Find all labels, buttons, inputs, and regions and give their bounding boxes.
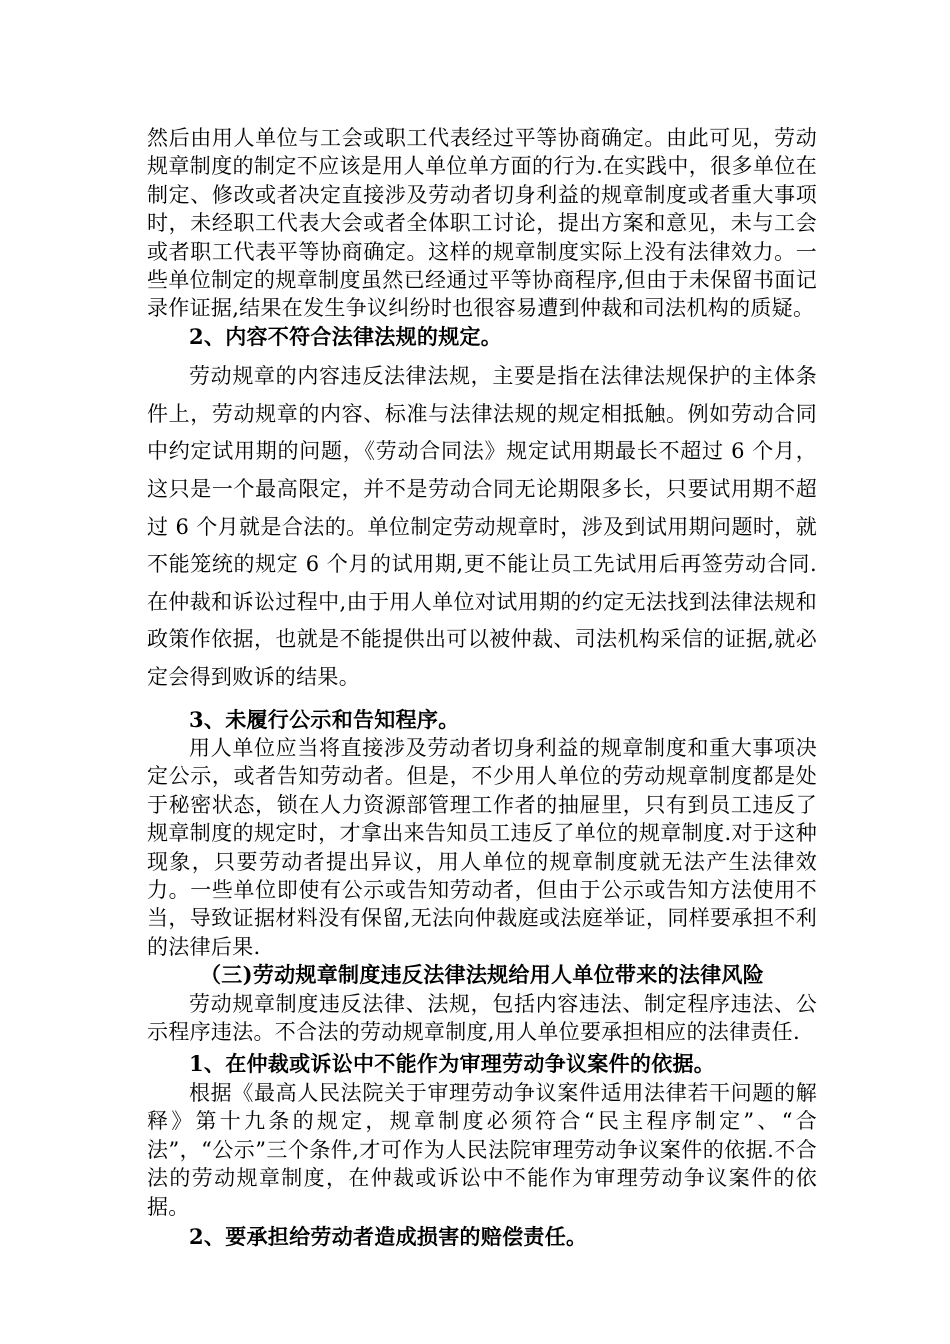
- paragraph-content-violation: 劳动规章的内容违反法律法规，主要是指在法律法规保护的主体条件上，劳动规章的内容、标准与法律法规的规定相抵触。例如劳动合同中约定试用期的问题，《劳动合同法》规定试用期最长不超过 6 个月，这只是一个最高限定，并不是劳动合同无论期限多长，只要试用期不超过 6 个月就是合法的。单位制定劳动规章时，涉及到试用期问题时，就不能笼统的规定 6 个月的试用期,更不能让员工先试用后再签劳动合同.在仲裁和诉讼过程中,由于用人单位对试用期的约定无法找到法律法规和政策作依据，也就是不能提供出可以被仲裁、司法机构采信的证据,就必定会得到败诉的结果。: [147, 364, 817, 689]
- paragraph-judicial-interpretation: 根据《最高人民法院关于审理劳动争议案件适用法律若干问题的解释》第十九条的规定，规章制度必须符合“民主程序制定”、“合法”，“公示”三个条件,才可作为人民法院审理劳动争议案件的依据.不合法的劳动规章制度，在仲裁或诉讼中不能作为审理劳动争议案件的依据。: [147, 1080, 817, 1219]
- heading-content-noncompliance: 2、内容不符合法律法规的规定。: [189, 323, 503, 349]
- paragraph-process-consultation: 然后由用人单位与工会或职工代表经过平等协商确定。由此可见，劳动规章制度的制定不应该是用人单位单方面的行为.在实践中，很多单位在制定、修改或者决定直接涉及劳动者切身利益的规章制度或者重大事项时，未经职工代表大会或者全体职工讨论，提出方案和意见，未与工会或者职工代表平等协商确定。这样的规章制度实际上没有法律效力。一些单位制定的规章制度虽然已经通过平等协商程序,但由于未保留书面记录作证据,结果在发生争议纠纷时也很容易遭到仲裁和司法机构的质疑。: [147, 126, 817, 321]
- heading-compensation-liability: 2、要承担给劳动者造成损害的赔偿责任。: [189, 1223, 588, 1249]
- paragraph-legal-liability: 劳动规章制度违反法律、法规，包括内容违法、制定程序违法、公示程序违法。不合法的劳动规章制度,用人单位要承担相应的法律责任.: [147, 991, 817, 1045]
- spacer: [147, 351, 817, 358]
- heading-publicity-procedure: 3、未履行公示和告知程序。: [189, 706, 460, 732]
- paragraph-publicity-notice: 用人单位应当将直接涉及劳动者切身利益的规章制度和重大事项决定公示，或者告知劳动者。但是，不少用人单位的劳动规章制度都是处于秘密状态，锁在人力资源部管理工作者的抽屉里，只有到员工违反了规章制度的规定时，才拿出来告知员工违反了单位的规章制度.对于这种现象，只要劳动者提出异议，用人单位的规章制度就无法产生法律效力。一些单位即使有公示或告知劳动者，但由于公示或告知方法使用不当，导致证据材料没有保留,无法向仲裁庭或法庭举证，同样要承担不利的法律后果.: [147, 736, 817, 959]
- heading-legal-risk: （三)劳动规章制度违反法律法规给用人单位带来的法律风险: [200, 962, 765, 988]
- document-page: [147, 124, 817, 1251]
- heading-not-basis-for-trial: 1、在仲裁或诉讼中不能作为审理劳动争议案件的依据。: [189, 1051, 716, 1077]
- spacer: [147, 697, 817, 706]
